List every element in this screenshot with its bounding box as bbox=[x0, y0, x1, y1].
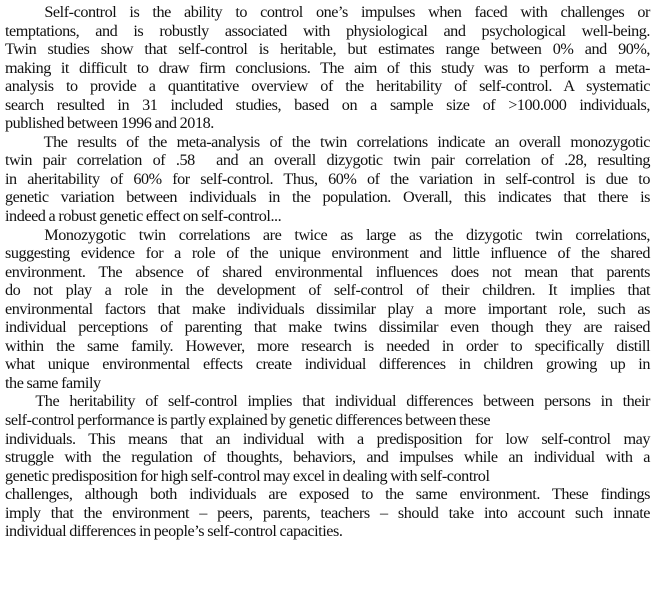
text-line: Self-control is the ability to control one’s impulses when faced with challenges or bbox=[5, 3, 650, 21]
text-line: individual differences in people’s self-control capacities. bbox=[5, 522, 343, 541]
text-line: in aheritability of 60% for self-control. Thus, 60% of the variation in self-control is due to bbox=[5, 169, 650, 188]
text-line: the same family bbox=[5, 373, 101, 392]
document-body bbox=[5, 3, 650, 541]
text-line: environmental factors that make individuals dissimilar play a more important role, such as bbox=[5, 299, 650, 318]
text-line: environment. The absence of shared environmental influences does not mean that parents bbox=[5, 262, 650, 281]
text-line: self-control performance is partly explained by genetic differences between these bbox=[5, 411, 491, 430]
paragraph-environment bbox=[5, 226, 650, 393]
text-line: making it difficult to draw firm conclusions. The aim of this study was to perform a meta- bbox=[5, 58, 650, 77]
paragraph-abstract bbox=[5, 3, 650, 133]
text-line: within the same family. However, more research is needed in order to specifically distill bbox=[5, 336, 650, 355]
text-line: indeed a robust genetic effect on self-control... bbox=[5, 207, 282, 226]
text-line: search resulted in 31 included studies, based on a sample size of >100.000 individuals, bbox=[5, 95, 650, 114]
text-line: analysis to provide a quantitative overview of the heritability of self-control. A systematic bbox=[5, 77, 650, 96]
text-line: Twin studies show that self-control is heritable, but estimates range between 0% and 90%, bbox=[5, 40, 650, 59]
text-line: individuals. This means that an individual with a predisposition for low self-control may bbox=[5, 429, 650, 448]
text-line: published between 1996 and 2018. bbox=[5, 114, 214, 133]
text-line: twin pair correlation of .58 and an overall dizygotic twin pair correlation of .28, resulting bbox=[5, 151, 650, 170]
text-line: genetic predisposition for high self-control may excel in dealing with self-control bbox=[5, 466, 490, 485]
text-line: what unique environmental effects create individual differences in children growing up in bbox=[5, 355, 650, 374]
text-line: suggesting evidence for a role of the unique environment and little influence of the shared bbox=[5, 244, 650, 263]
paragraph-results bbox=[5, 133, 650, 226]
text-line: struggle with the regulation of thoughts, behaviors, and impulses while an individual with a bbox=[5, 448, 650, 467]
text-line: The heritability of self-control implies that individual differences between persons in their bbox=[5, 392, 650, 411]
text-line: individual perceptions of parenting that make twins dissimilar even though they are raised bbox=[5, 318, 650, 337]
paragraph-implications bbox=[5, 392, 650, 540]
text-line: Monozygotic twin correlations are twice as large as the dizygotic twin correlations, bbox=[5, 225, 650, 244]
text-line: genetic variation between individuals in the population. Overall, this indicates that there is bbox=[5, 188, 650, 207]
text-line: do not play a role in the development of self-control of their children. It implies that bbox=[5, 281, 650, 300]
text-line: temptations, and is robustly associated with physiological and psychological well-being. bbox=[5, 21, 650, 40]
text-line: The results of the meta-analysis of the twin correlations indicate an overall monozygotic bbox=[5, 132, 650, 151]
text-line: imply that the environment – peers, parents, teachers – should take into account such innate bbox=[5, 503, 650, 522]
text-line: challenges, although both individuals are exposed to the same environment. These findings bbox=[5, 485, 650, 504]
